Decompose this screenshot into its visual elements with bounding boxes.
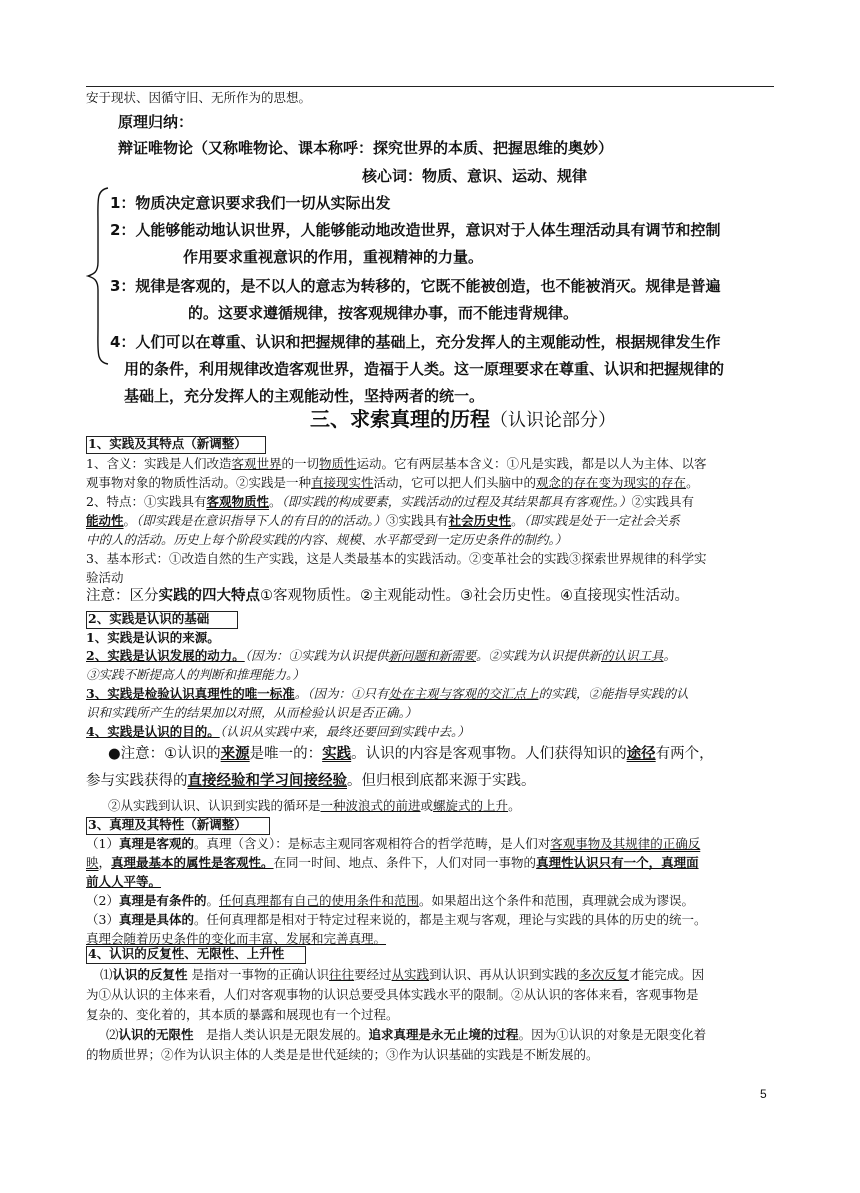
text: 。任何真理都是相对于特定过程来说的，都是主观与客观，理论与实践的具体的历史的统一。: [193, 912, 707, 927]
cognition-line-1: [100, 965, 704, 984]
text: ②实践具有: [631, 494, 695, 509]
practice-line-3: [86, 492, 694, 511]
text: 。: [508, 798, 521, 813]
text-bold: 真理是有条件的: [118, 893, 207, 908]
basis-line-4: [86, 684, 689, 703]
text: 是指对一事物的正确认识: [187, 967, 330, 982]
header-rule: [86, 86, 774, 87]
cognition-line-2: 为①从认识的主体来看，人们对客观事物的认识总要受具体实践水平的限制。②从认识的客体来看，客观事物是: [86, 987, 699, 1002]
section3-sub: （认识论部分）: [490, 410, 616, 431]
text: ①客观物质性。②主观能动性。③社会历史性。④直接现实性活动。: [260, 588, 689, 604]
practice-line-6: 3、基本形式：①改造自然的生产实践，这是人类最基本的实践活动。②变革社会的实践③探索世界规律的科学实: [86, 551, 707, 566]
text-bold-underlined: 实践: [322, 746, 352, 762]
text-italic: 的实践，②能指导实践的认: [538, 686, 689, 701]
text-bold: 追求真理是永无止境的过程: [368, 1027, 519, 1042]
text: 。: [511, 513, 524, 528]
text: ⑵: [106, 1027, 119, 1042]
basis-line-1: 1、实践是认识的来源。: [86, 630, 220, 645]
truth-line-3: 前人人平等。: [86, 874, 162, 889]
text-bold: 真理是客观的: [118, 836, 194, 851]
practice-heading: 1、实践及其特点（新调整）: [88, 436, 247, 451]
text-bold-underlined: 途径: [626, 746, 656, 762]
text: 观事物对象的物质性活动。②实践是一种: [86, 475, 312, 490]
page-number: 5: [760, 1087, 767, 1101]
basis-heading: 2、实践是认识的基础: [88, 611, 210, 626]
basis-line-6: [86, 722, 470, 741]
text: 1、含义：实践是人们改造: [86, 456, 232, 471]
text-bold: 实践的四大特点: [158, 588, 260, 604]
text-italic: 。②实践为认识提供新: [475, 648, 601, 663]
cognition-line-4: [106, 1025, 706, 1044]
text: 。: [123, 513, 137, 528]
point-2: 2：人能够能动地认识世界，人能够能动地改造世界，意识对于人体生理活动具有调节和控制: [110, 221, 721, 239]
text: ，: [98, 855, 112, 870]
text-underlined: 客观事物及其规律的正确反: [550, 836, 701, 851]
practice-line-4: [86, 511, 680, 530]
text: 参与实践获得的: [86, 773, 188, 789]
text: （3）: [86, 912, 119, 927]
text-italic: （即实践是在意识指导下人的有目的的活动。）: [136, 513, 387, 528]
text: 活动，它可以把人们头脑中的: [373, 475, 537, 490]
truth-line-4: [86, 891, 694, 910]
text-bold-underlined: 3、实践是检验认识真理性的唯一标准: [86, 686, 295, 701]
text: 注意：区分: [86, 588, 159, 604]
text-underlined: 处在主观与客观的交汇点上: [388, 686, 539, 701]
text-bold-underlined: 来源: [220, 746, 250, 762]
basis-note-2: [86, 769, 536, 793]
basis-line-2: [86, 646, 676, 665]
section3-title: [310, 407, 616, 431]
text: 在同一时间、地点、条件下，人们对同一事物的: [273, 855, 537, 870]
text: ③实践具有: [386, 513, 449, 528]
text-underlined: 的认识工具: [601, 648, 664, 663]
text: ⑴: [100, 967, 113, 982]
text: 要经过: [354, 967, 392, 982]
text-underlined: 任何真理都有自己的使用条件和范围: [218, 893, 419, 908]
text-italic: 中的人的活动。历史上每个阶段实践的内容、规模、水平都受到一定历史条件的制约。）: [86, 532, 568, 547]
text-underlined: 新问题和新需要: [388, 648, 476, 663]
basis-note-3: [108, 796, 521, 815]
text-underlined: 物质性: [319, 456, 357, 471]
text-bold: 认识的反复性: [112, 967, 188, 982]
text-bold-underlined: 社会历史性: [448, 513, 512, 528]
text: 到认识、再从认识到实践的: [429, 967, 580, 982]
basis-line-3: ③实践不断提高人的判断和推理能力。）: [86, 667, 305, 682]
text-underlined: 一种波浪式的前进: [320, 798, 421, 813]
text-underlined: 映: [86, 855, 99, 870]
text: ●注意：①认识的: [108, 746, 221, 762]
practice-line-7: 验活动: [86, 570, 124, 585]
text-bold: 真理是具体的: [118, 912, 194, 927]
text: 的一切: [281, 456, 319, 471]
text-bold: 认识的无限性: [118, 1027, 194, 1042]
text: 是指人类认识是无限发展的。: [193, 1027, 369, 1042]
text: 。如果超出这个条件和范围，真理就会成为谬误。: [419, 893, 695, 908]
text-bold-underlined: 4、实践是认识的目的。: [86, 724, 220, 739]
text: 才能完成。因: [629, 967, 705, 982]
text-bold-underlined: 客观物质性: [206, 494, 269, 509]
text-bold-underlined: 2、实践是认识发展的动力。: [86, 648, 245, 663]
text: 。真理（含义）：是标志主观同客观相符合的哲学范畴，是人们对: [193, 836, 551, 851]
text: 或: [420, 798, 434, 813]
text-underlined: 客观世界: [231, 456, 282, 471]
text: 运动。它有两层基本含义：①凡是实践，都是以人为主体、以客: [356, 456, 707, 471]
section3-main: 三、求索真理的历程: [310, 407, 490, 431]
text: ②从实践到认识、认识到实践的循环是: [108, 798, 321, 813]
text: 。: [206, 893, 219, 908]
text-bold-underlined: 能动性: [86, 513, 124, 528]
text: 。因为①认识的对象是无限变化着: [518, 1027, 707, 1042]
text-italic: （即实践的构成要素，实践活动的过程及其结果都具有客观性。）: [281, 494, 632, 509]
text: 。: [686, 475, 699, 490]
keywords-line: 核心词：物质、意识、运动、规律: [362, 167, 588, 185]
text-underlined: 螺旋式的上升: [433, 798, 509, 813]
text: 。: [268, 494, 282, 509]
truth-line-1: [86, 834, 700, 853]
text: 是唯一的：: [249, 746, 323, 762]
top-line: 安于现状、因循守旧、无所作为的思想。: [86, 90, 312, 105]
principle-heading: 原理归纳：: [118, 113, 194, 131]
practice-line-2: [86, 473, 699, 492]
point-4-cont2: 基础上，充分发挥人的主观能动性，坚持两者的统一。: [124, 387, 485, 405]
practice-line-1: [86, 454, 707, 473]
text: 2、特点：①实践具有: [86, 494, 207, 509]
point-4: 4：人们可以在尊重、认识和把握规律的基础上，充分发挥人的主观能动性，根据规律发生作: [110, 333, 721, 351]
text-italic: 。: [663, 648, 677, 663]
text-underlined: 观念的存在变为现实的存在: [536, 475, 687, 490]
cognition-heading: 4、认识的反复性、无限性、上升性: [88, 946, 285, 961]
point-2-cont: 作用要求重视意识的作用，重视精神的力量。: [183, 248, 484, 266]
dialectic-title: 辩证唯物论（又称唯物论、课本称呼：探究世界的本质、把握思维的奥妙）: [118, 139, 614, 157]
cognition-line-3: 复杂的、变化着的，其本质的暴露和展现也有一个过程。: [86, 1007, 399, 1022]
point-4-cont1: 用的条件，利用规律改造客观世界，造福于人类。这一原理要求在尊重、认识和把握规律的: [124, 360, 725, 378]
truth-heading: 3、真理及其特性（新调整）: [88, 817, 247, 832]
text: （2）: [86, 893, 119, 908]
point-3-cont: 的。这要求遵循规律，按客观规律办事，而不能违背规律。: [188, 304, 579, 322]
practice-line-5: [86, 530, 567, 549]
text-italic: （即实践是处于一定社会关系: [523, 513, 680, 528]
text-bold-underlined: 直接经验和学习间接经验: [187, 773, 347, 789]
text-bold-underlined: 真理性认识只有一个，真理面: [536, 855, 699, 870]
text-underlined: 直接现实性: [311, 475, 374, 490]
truth-line-5: [86, 910, 706, 929]
point-3: 3：规律是客观的，是不以人的意志为转移的，它既不能被创造，也不能被消灭。规律是普遍: [110, 277, 721, 295]
text: 。但归根到底都来源于实践。: [347, 773, 536, 789]
text: （1）: [86, 836, 119, 851]
truth-line-6: 真理会随着历史条件的变化而丰富、发展和完善真理。: [86, 931, 387, 946]
basis-note-1: [108, 742, 714, 766]
text: 。认识的内容是客观事物。人们获得知识的: [351, 746, 627, 762]
text-italic: 。（因为：①只有: [294, 686, 389, 701]
cognition-line-5: 的物质世界；②作为认识主体的人类是是世代延续的；③作为认识基础的实践是不断发展的。: [86, 1047, 599, 1062]
truth-line-2: [86, 853, 699, 872]
practice-note: [86, 584, 689, 608]
text-underlined: 多次反复: [579, 967, 630, 982]
text: 有两个，: [655, 746, 714, 762]
text-underlined: 从实践: [391, 967, 430, 982]
basis-line-5: 识和实践所产生的结果加以对照，从而检验认识是否正确。）: [86, 705, 418, 720]
point-1: 1：物质决定意识要求我们一切从实际出发: [110, 194, 391, 212]
text-bold-underlined: 真理最基本的属性是客观性。: [111, 855, 274, 870]
text-italic: （认识从实践中来，最终还要回到实践中去。）: [219, 724, 470, 739]
left-brace-icon: [86, 186, 110, 366]
text-italic: （因为：①实践为认识提供: [244, 648, 389, 663]
text-underlined: 往往: [329, 967, 355, 982]
